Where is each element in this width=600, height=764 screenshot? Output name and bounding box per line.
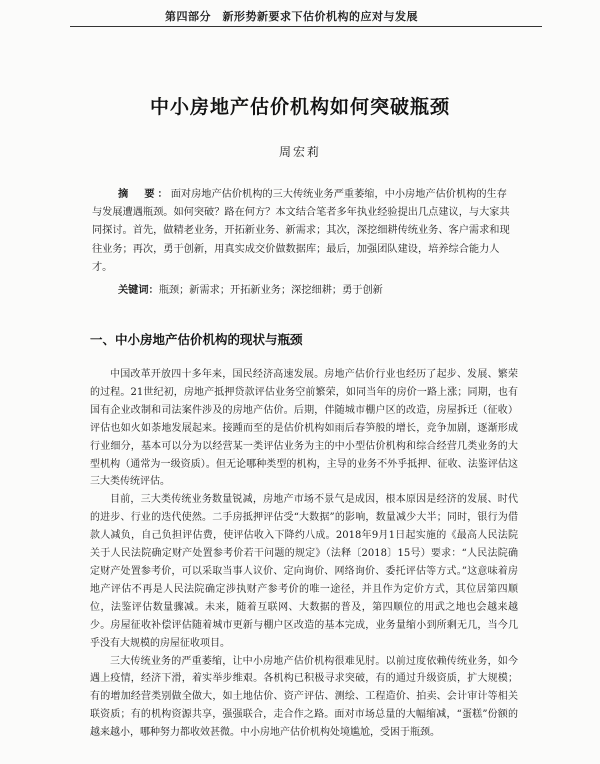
body-text <box>90 366 518 742</box>
paragraph: 中国改革开放四十多年来，国民经济高速发展。房地产估价行业也经历了起步、发展、繁荣的过程。21世纪初，房地产抵押贷款评估业务空前繁荣，如同当年的房价一路上涨；同期，也有国有企业改制和司法案件涉及的房地产估价。后期，伴随城市棚户区的改造，房屋拆迁（征收）评估也如火如荼地发展起来。接踵而至的是估价机构如雨后春笋般的增长，竞争加剧，逐渐形成行业细分，基本可以分为以经营某一类评估业务为主的中小型估价机构和综合经营几类业务的大型机构（通常为一级资质）。但无论哪种类型的机构，主导的业务不外乎抵押、征收、法鉴评估这三大类传统评估。 <box>90 369 518 488</box>
section-heading: 一、中小房地产估价机构的现状与瓶颈 <box>90 332 303 347</box>
running-header: 第四部分 新形势新要求下估价机构的应对与发展 <box>165 10 418 23</box>
paragraph: 目前，三大类传统业务数量锐减，房地产市场不景气是成因，根本原因是经济的发展、时代的进步、行业的迭代使然。二手房抵押评估受“大数据”的影响，数量减少大半；同时，银行为借款人减负，自己负担评估费，使评估收入下降约八成。2018年9月1日起实施的《最高人民法院关于人民法院确定财产处置参考价若干问题的规定》（法释〔2018〕15号）要求：“人民法院确定财产处置参考价，可以采取当事人议价、定向询价、网络询价、委托评估等方式。”这意味着房地产评估不再是人民法院确定涉执财产参考价的唯一途径，并且作为定价方式，其位居第四顺位，法鉴评估数量骤减。未来，随着互联网、大数据的普及，第四顺位的用武之地也会越来越少。房屋征收补偿评估随着城市更新与棚户区改造的基本完成，业务量缩小到所剩无几，当今几乎没有大规模的房屋征收项目。 <box>90 494 518 649</box>
abstract-label: 摘 要： <box>118 189 171 200</box>
keywords <box>92 282 510 300</box>
keywords-text: 瓶颈；新需求；开拓新业务；深挖细耕；勇于创新 <box>158 285 383 296</box>
article-title: 中小房地产估价机构如何突破瓶颈 <box>149 96 450 118</box>
abstract-text: 面对房地产估价机构的三大传统业务严重萎缩，中小房地产估价机构的生存与发展遭遇瓶颈。如何突破？路在何方？本文结合笔者多年执业经验提出几点建议，与大家共同探讨。首先，做精老业务，开拓新业务、新需求；其次，深挖细耕传统业务、客户需求和现往业务；再次，勇于创新，用真实成交价做数据库；最后，加强团队建设，培养综合能力人才。 <box>92 189 510 273</box>
keywords-label: 关键词： <box>118 285 159 296</box>
header-rule <box>70 26 542 27</box>
abstract <box>92 186 510 277</box>
paragraph: 三大传统业务的严重萎缩，让中小房地产估价机构很难见肘。以前过度依赖传统业务，如今遇上疫情，经济下滑，着实举步维艰。各机构已积极寻求突破，有的通过升级资质，扩大规模；有的增加经营类别做全做大，如土地估价、资产评估、测绘、工程造价、拍卖、会计审计等相关联资质；有的机构资源共享，强强联合，走合作之路。面对市场总量的大幅缩减，“蛋糕”份额的越来越小，哪种努力都收效甚微。中小房地产估价机构处境尴尬，受困于瓶颈。 <box>90 655 518 739</box>
author-name: 周宏莉 <box>278 145 321 159</box>
